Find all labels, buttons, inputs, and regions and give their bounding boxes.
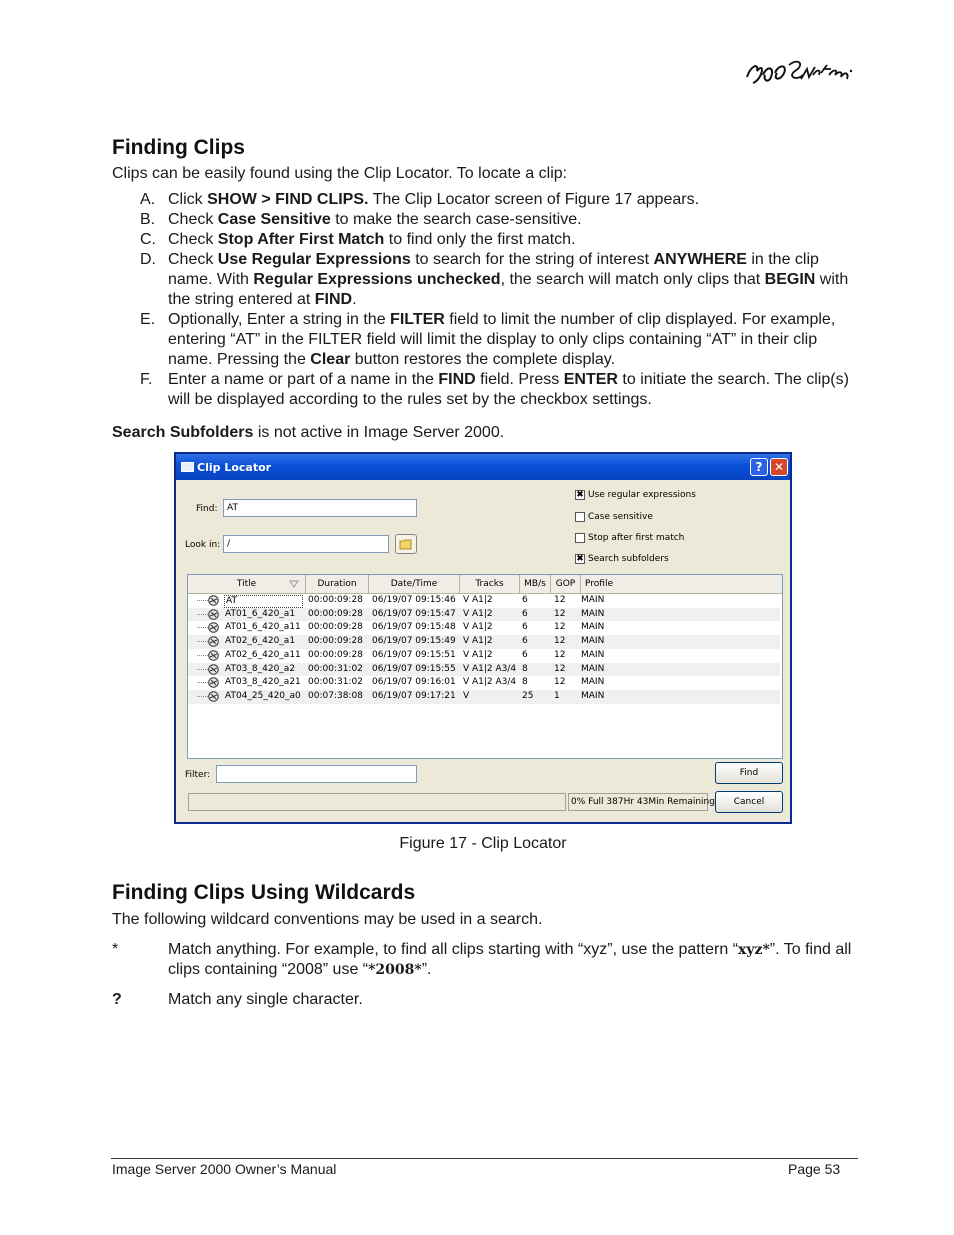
tree-connector (197, 682, 208, 683)
table-cell: AT02_6_420_a11 (225, 649, 301, 660)
table-row[interactable] (188, 608, 780, 622)
table-cell: MAIN (581, 649, 605, 660)
table-cell: MAIN (581, 690, 605, 701)
checkbox[interactable]: ✖ (576, 554, 584, 564)
step-text: Optionally, Enter a string in the FILTER field to limit the number of clip displayed. For example, entering “AT” in the FILTER field will limit the display to only clips containing “AT” in their clip name. Pressing the Clear button restores the complete display. (168, 311, 836, 368)
step-text: Check Use Regular Expressions to search for the string of interest ANYWHERE in the clip name. With Regular Expressions unchecked, the search will match only clips that BEGIN with the string entered at FIND. (168, 251, 849, 308)
tree-connector (197, 696, 208, 697)
table-row[interactable] (188, 635, 780, 649)
table-cell: V A1|2 (463, 622, 493, 633)
clip-icon (208, 595, 219, 606)
bold-term: Search Subfolders (112, 424, 254, 441)
table-cell: V A1|2 (463, 649, 493, 660)
table-cell: 06/19/07 09:15:49 (372, 636, 456, 647)
bold-term: ANYWHERE (653, 251, 747, 268)
step-item (140, 190, 855, 210)
step-letter: C. (140, 231, 156, 248)
tree-connector (197, 627, 208, 628)
checkbox-label: Stop after first match (588, 533, 685, 543)
table-cell: 25 (522, 690, 534, 701)
footer-rule (111, 1158, 858, 1159)
look-in-input[interactable]: / (223, 535, 389, 553)
tree-connector (197, 669, 208, 670)
table-cell: V A1|2 A3/4 (463, 677, 517, 688)
table-cell: MAIN (581, 608, 605, 619)
checkbox[interactable] (575, 533, 585, 543)
table-cell: 00:00:09:28 (308, 622, 363, 633)
table-cell: 12 (554, 595, 566, 605)
find-input[interactable]: AT (223, 499, 417, 517)
step-text: Check Stop After First Match to find only the first match. (168, 231, 576, 248)
table-cell: 12 (554, 663, 566, 674)
page-number: Page 53 (788, 1161, 841, 1177)
table-cell: 1 (554, 690, 560, 701)
clip-icon (208, 636, 219, 647)
table-cell: MAIN (581, 677, 605, 688)
table-cell: MAIN (581, 636, 605, 647)
clip-icon (208, 664, 219, 675)
dialog-title: Clip Locator (197, 461, 272, 474)
browse-folder-button[interactable] (395, 534, 417, 554)
bold-term: Use Regular Expressions (217, 251, 411, 268)
column-header[interactable]: Title (188, 575, 306, 593)
clip-icon (208, 622, 219, 633)
table-cell: 12 (554, 677, 566, 688)
table-cell: V A1|2 (463, 595, 493, 605)
tree-connector (197, 600, 208, 601)
table-cell: 00:00:09:28 (308, 595, 363, 605)
column-header[interactable]: Tracks (460, 575, 520, 593)
table-cell: AT03_8_420_a21 (225, 677, 301, 688)
table-row[interactable] (188, 676, 780, 690)
wildcard-description: Match any single character. (168, 991, 363, 1008)
close-button[interactable]: ✕ (770, 458, 788, 476)
table-cell: 00:00:09:28 (308, 608, 363, 619)
bold-term: Case Sensitive (217, 211, 331, 228)
figure-caption: Figure 17 - Clip Locator (399, 835, 567, 852)
checkbox-label: Case sensitive (588, 512, 653, 522)
table-cell: 00:07:38:08 (308, 690, 363, 701)
table-row[interactable] (188, 649, 780, 663)
tree-connector (197, 614, 208, 615)
bold-term: Clear (310, 351, 351, 368)
wildcard-item (112, 940, 857, 980)
table-row[interactable] (188, 621, 780, 635)
table-cell: AT03_8_420_a2 (225, 663, 296, 674)
filter-label: Filter: (185, 770, 211, 780)
wildcard-intro: The following wildcard conventions may be used in a search. (112, 911, 543, 928)
bold-term: SHOW > FIND CLIPS. (207, 191, 369, 208)
step-text: Click SHOW > FIND CLIPS. The Clip Locator screen of Figure 17 appears. (168, 191, 700, 208)
clip-list-header (188, 575, 783, 594)
table-cell: 06/19/07 09:17:21 (372, 690, 456, 701)
table-cell: AT01_6_420_a11 (225, 622, 301, 633)
step-letter: D. (140, 251, 156, 268)
table-cell: V A1|2 A3/4 (463, 663, 517, 674)
dialog-title-bar (176, 454, 790, 480)
wildcard-description: Match anything. For example, to find all clips starting with “xyz”, use the pattern “xyz*”. To find all clips containing “2008” use “*2008*”. (168, 941, 852, 978)
checkbox[interactable] (575, 512, 585, 522)
wildcard-item (112, 990, 857, 1010)
bold-term: BEGIN (764, 271, 816, 288)
table-cell: 6 (522, 595, 528, 605)
tree-connector (197, 641, 208, 642)
pattern-code: *2008* (368, 962, 422, 978)
table-cell: MAIN (581, 663, 605, 674)
disk-status: 0% Full 387Hr 43Min Remaining (568, 793, 708, 811)
clip-list[interactable] (187, 574, 783, 759)
table-cell: AT01_6_420_a1 (225, 608, 296, 619)
checkbox[interactable]: ✖ (576, 490, 584, 500)
step-item (140, 250, 855, 310)
table-cell: 12 (554, 636, 566, 647)
bold-term: ENTER (563, 371, 618, 388)
table-cell: V A1|2 (463, 636, 493, 647)
step-letter: E. (140, 311, 156, 328)
table-cell: 8 (522, 677, 528, 688)
column-header[interactable]: Profile (581, 575, 783, 593)
progress-bar (188, 793, 566, 811)
table-cell: 12 (554, 649, 566, 660)
footer-title: Image Server 2000 Owner’s Manual (112, 1161, 337, 1177)
table-cell: 6 (522, 649, 528, 660)
checkbox-label: Use regular expressions (588, 490, 696, 500)
section-heading-wildcards: Finding Clips Using Wildcards (112, 881, 416, 904)
table-cell: 6 (522, 622, 528, 633)
filter-input[interactable] (216, 765, 417, 783)
look-in-label: Look in: (185, 540, 221, 550)
table-cell: V A1|2 (463, 608, 493, 619)
step-item (140, 370, 855, 410)
note-search-subfolders: Search Subfolders is not active in Image Server 2000. (112, 424, 505, 441)
step-letter: F. (140, 371, 153, 388)
step-list (140, 190, 855, 410)
table-cell: V (463, 690, 470, 701)
table-row[interactable] (188, 690, 780, 704)
360-systems-logo (743, 55, 855, 91)
table-cell: AT02_6_420_a1 (225, 636, 296, 647)
find-label: Find: (196, 504, 218, 514)
clip-icon (208, 677, 219, 688)
step-letter: B. (140, 211, 156, 228)
clip-icon (208, 691, 219, 702)
column-header[interactable]: Date/Time (369, 575, 460, 593)
checkbox-option[interactable] (575, 490, 696, 500)
wildcard-symbol: ? (112, 991, 122, 1008)
table-row[interactable] (188, 663, 780, 677)
step-text: Check Case Sensitive to make the search case-sensitive. (168, 211, 582, 228)
table-cell: 00:00:31:02 (308, 663, 363, 674)
sort-descending-icon (289, 580, 299, 588)
table-row[interactable] (188, 594, 780, 608)
table-cell: 8 (522, 663, 528, 674)
wildcard-symbol: * (112, 941, 119, 958)
checkbox-option[interactable] (575, 533, 684, 543)
help-button[interactable]: ? (750, 458, 768, 476)
table-cell: 06/19/07 09:15:46 (372, 595, 456, 605)
intro-text: Clips can be easily found using the Clip Locator. To locate a clip: (112, 165, 568, 182)
folder-icon (399, 537, 413, 551)
table-cell: MAIN (581, 622, 605, 633)
table-cell: 12 (554, 622, 566, 633)
bold-term: FIND (438, 371, 476, 388)
table-cell: 06/19/07 09:15:47 (372, 608, 456, 619)
table-cell: 00:00:09:28 (308, 636, 363, 647)
find-button[interactable]: Find (715, 762, 783, 784)
step-item (140, 210, 855, 230)
cancel-button[interactable]: Cancel (715, 791, 783, 813)
table-cell: 12 (554, 608, 566, 619)
step-item (140, 230, 855, 250)
section-heading-finding-clips: Finding Clips (112, 136, 245, 159)
table-cell: 06/19/07 09:16:01 (372, 677, 456, 688)
bold-term: Stop After First Match (217, 231, 385, 248)
table-cell: 06/19/07 09:15:48 (372, 622, 456, 633)
bold-term: FIND (314, 291, 353, 308)
tree-connector (197, 655, 208, 656)
pattern-code: xyz* (738, 942, 770, 958)
column-header[interactable]: Duration (306, 575, 369, 593)
table-cell: 00:00:31:02 (308, 677, 363, 688)
table-cell: MAIN (581, 595, 605, 605)
column-header[interactable]: GOP (551, 575, 581, 593)
table-cell: 6 (522, 636, 528, 647)
step-text: Enter a name or part of a name in the FIND field. Press ENTER to initiate the search. The clip(s) will be displayed according to the rules set by the checkbox settings. (168, 371, 849, 408)
checkbox-option[interactable] (575, 554, 669, 564)
clip-icon (208, 650, 219, 661)
table-cell: 06/19/07 09:15:51 (372, 649, 456, 660)
step-item (140, 310, 855, 370)
column-header[interactable]: MB/s (520, 575, 551, 593)
clip-locator-dialog (174, 452, 792, 824)
clip-icon (208, 609, 219, 620)
table-cell: 06/19/07 09:15:55 (372, 663, 456, 674)
table-cell: 00:00:09:28 (308, 649, 363, 660)
table-cell: AT04_25_420_a0 (225, 690, 301, 701)
step-letter: A. (140, 191, 156, 208)
bold-term: Regular Expressions unchecked (253, 271, 501, 288)
checkbox-label: Search subfolders (588, 554, 669, 564)
bold-term: FILTER (390, 311, 445, 328)
table-cell: AT (224, 595, 303, 608)
table-cell: 6 (522, 608, 528, 619)
window-icon (181, 462, 194, 472)
checkbox-option[interactable] (575, 512, 653, 522)
